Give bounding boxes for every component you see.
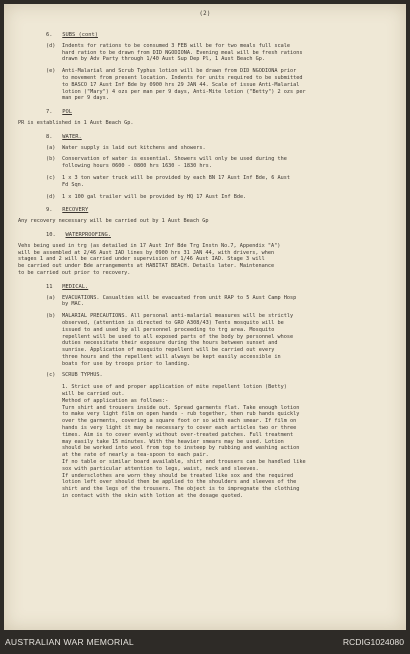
section-title: WATERPROOFING.: [65, 231, 111, 238]
subparagraph-text: Indents for rations to be consumed 3 FEB will be for two meals full scale hard ration to be drawn from DID NGODIONA. Evening meal will be fresh rations drawn by Adv Party through 1/40 Aust Sup Dep Pl, 1 Aust Beach Gp.: [62, 42, 303, 63]
subparagraph-text: EVACUATIONS. Casualties will be evacuated from unit RAP to 5 Aust Camp Hosp by MAC.: [62, 294, 297, 308]
subparagraph-label: (b): [46, 313, 56, 320]
section-title: MEDICAL.: [62, 283, 89, 290]
section-number: 6.: [46, 32, 53, 38]
section-number: 7.: [46, 109, 53, 116]
section-title: POL: [62, 109, 72, 116]
document-page: [4, 4, 406, 630]
subparagraph: [46, 145, 386, 152]
section-title: RECOVERY: [62, 207, 89, 214]
footer-record-id: RCDIG1024080: [342, 637, 404, 647]
section-heading: [46, 134, 386, 141]
subparagraph: [46, 156, 386, 170]
subparagraph: [46, 43, 386, 63]
section-heading: [46, 109, 386, 116]
subparagraph-label: (a): [46, 294, 56, 301]
subparagraph-text: Water supply is laid out kitchens and showers.: [62, 144, 206, 151]
subparagraph-text: SCRUB TYPHUS.: [62, 372, 103, 379]
subparagraph-label: (c): [46, 372, 56, 379]
subparagraph-label: (a): [46, 144, 56, 151]
subparagraph-label: (d): [46, 42, 56, 49]
section-heading: [46, 207, 386, 214]
section-heading: [46, 284, 386, 291]
subparagraph: [46, 68, 386, 102]
section-number: 10.: [46, 231, 56, 238]
section-number: 8.: [46, 133, 53, 140]
subparagraph-text: 1 x 100 gal trailer will be provided by HQ 17 Aust Inf Bde.: [62, 193, 247, 200]
subparagraph-text: Anti-Malarial and Scrub Typhus lotion will be drawn from DID NGODIONA prior to movement from present location. Indents for units required to be submitted to BASCO 17 Aust Inf Bde by 0900 hrs 29 JAN 44. Scale of issue Anti-Malarial lotion ("Mary") 4 ozs per man per 9 days, Anti-Mite lotion ("Betty") 2 ozs per man per 9 days.: [62, 68, 306, 102]
subparagraph-text: Conservation of water is essential. Showers will only be used during the following hours 0600 - 0800 hrs 1630 - 1830 hrs.: [62, 156, 287, 170]
subparagraph: [46, 295, 386, 309]
subparagraph-label: (e): [46, 68, 56, 75]
subparagraph-label: (b): [46, 156, 56, 163]
subparagraph-label: (d): [46, 193, 56, 200]
archive-footer: [0, 630, 410, 654]
section-heading: [46, 232, 386, 239]
section-title: WATER.: [62, 133, 82, 140]
footer-institution: AUSTRALIAN WAR MEMORIAL: [5, 637, 134, 647]
section-heading: [46, 32, 386, 39]
section-title: SUBS (cont): [62, 32, 98, 38]
section-paragraph: Vehs being used in trg (as detailed in 17 Aust Inf Bde Trg Instn No.7, Appendix "A") will be assembled at 2/46 Aust IAD lines by 0900 hrs 31 JAN 44, with drivers, when stages 1 and 2 will be carried under supervision of 1/46 Aust IAD. Stage 3 will be carried out under Bde arrangements at HABITAT BEACH. Details later. Maintenance to be carried out prior to recovery.: [18, 242, 281, 276]
section-paragraph: PR is established in 1 Aust Beach Gp.: [18, 119, 134, 126]
section-paragraph: Any recovery necessary will be carried out by 1 Aust Beach Gp: [18, 218, 209, 225]
subparagraph-label: (c): [46, 174, 56, 181]
section-number: 9.: [46, 207, 53, 214]
page-number: (2): [199, 11, 211, 17]
subparagraph: [46, 372, 386, 379]
section-number: 11: [46, 283, 53, 290]
subparagraph: [46, 194, 386, 201]
subparagraph-text: MALARIAL PRECAUTIONS. All personal anti-malarial measures will be strictly observed, (attention is directed to GRO A308/43) Tents mosquito will be issued to and used by all personnel proceeding to trg area. Mosquito repellent will be used to all exposed parts of the body by personnel whose duties necessitate their exposure during the hours between sunset and sunrise. Application of mosquito repellent will be carried out every three hours and the repellent will always be kept easily accessible in boats for use by troops prior to landing.: [62, 313, 294, 367]
subparagraph: [46, 175, 386, 189]
document-body: [18, 25, 386, 504]
subparagraph-text: 1 x 3 ton water truck will be provided by each BN 17 Aust Inf Bde, 6 Aust Fd Sqn.: [62, 174, 290, 188]
subparagraph: [46, 313, 386, 367]
application-method-text: 1. Strict use of and proper application of mite repellent lotion (Betty) will be carried out. Method of application as follows:- Turn shirt and trousers inside out. Spread garments flat. Take enough lotion to make very light film on open hands - rub together, then rub hands quickly over the garments, covering a square foot or so with each smear. If film on hands is very light it may be necessary to cover each articles two or three times. Aim is to cover evenly without over-treated patches. Full treatment may easily take 15 minutes. With the heavier smears may be used. Lotion should be worked into wool from top to insteep by rubbing and washing action at the rate of nearly a tea-spoon to each pair. If no table or similar board available, shirt and trousers can be handled like sox with particular attention to legs, waist, neck and sleeves. If undersclothes are worn they should be treated like sox and the required lotion left over should then be applied to the shoulders and sleeves of the shirt and the legs of the trousers. The object is to impregnate the clothing in contact with the skin with lotion at the dosage quoted.: [62, 384, 306, 500]
